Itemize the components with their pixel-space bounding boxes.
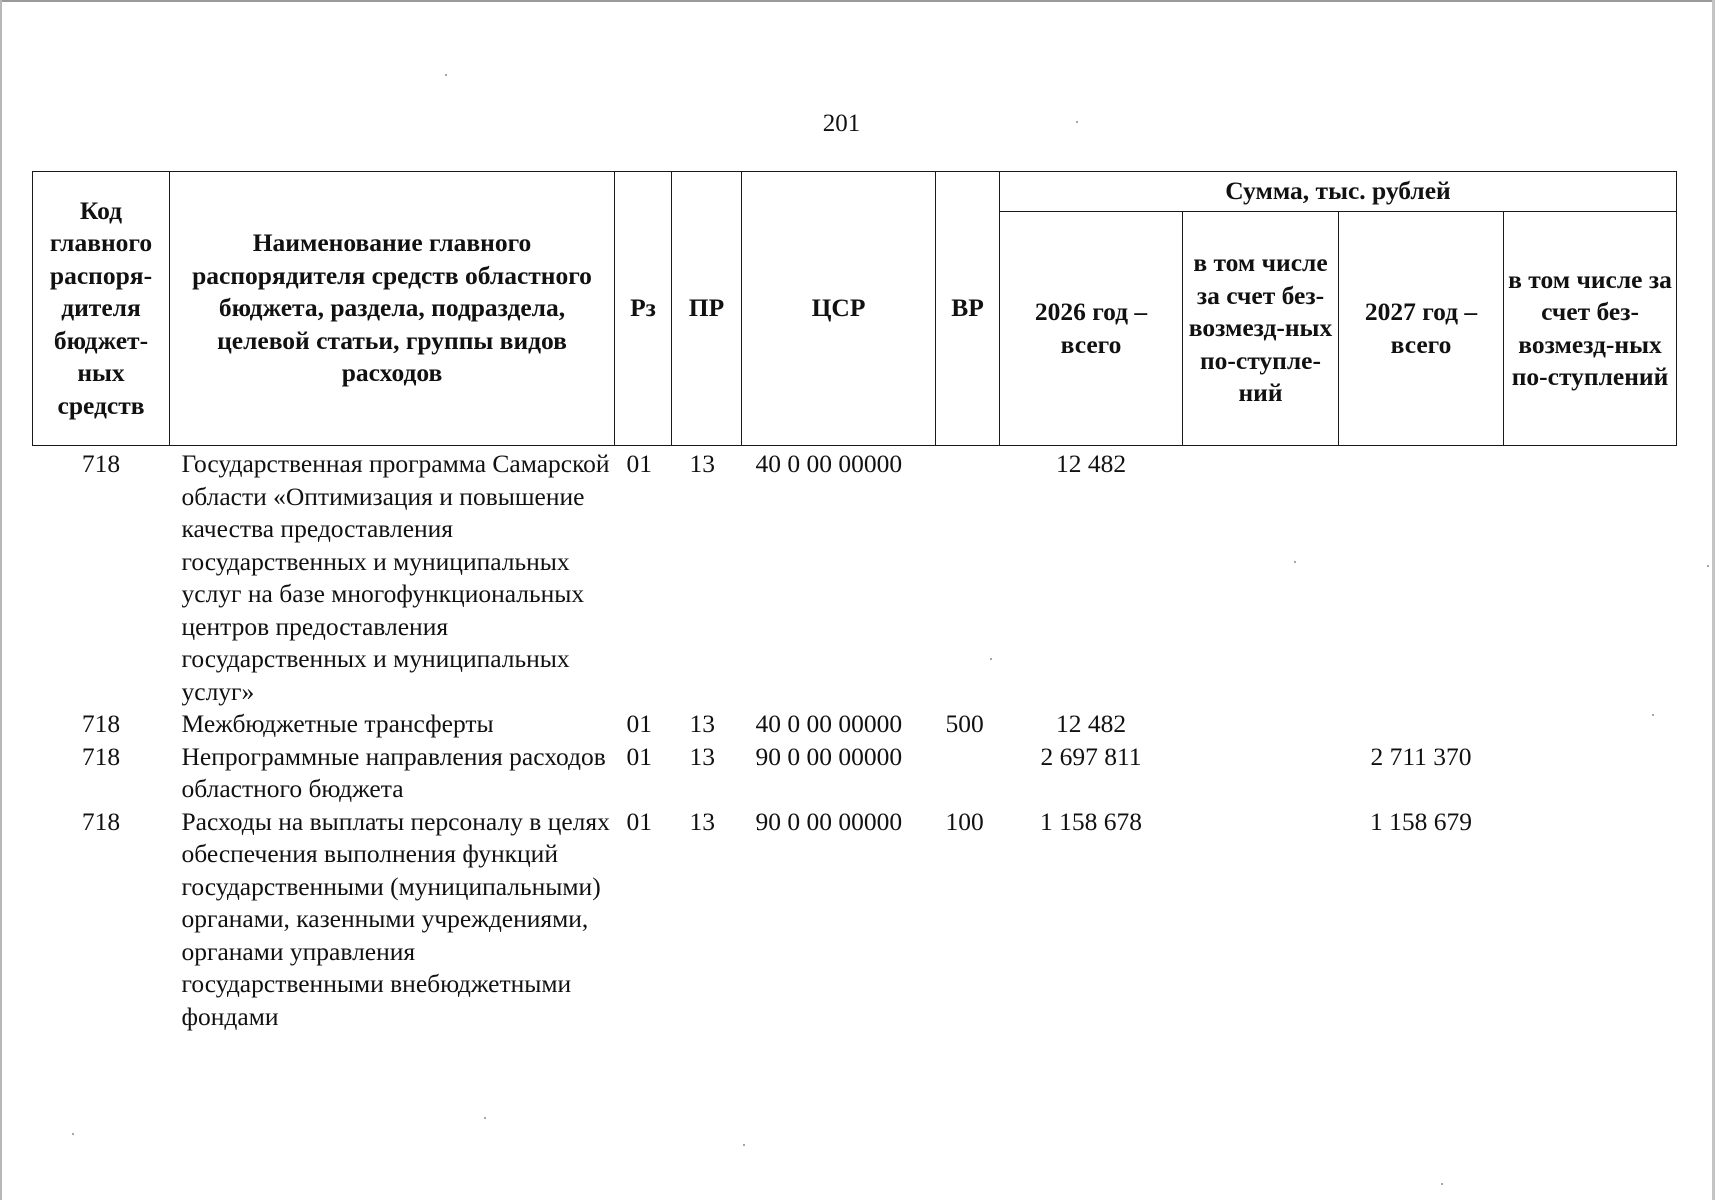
table-header bbox=[33, 172, 1677, 446]
cell-vr: 100 bbox=[945, 806, 984, 836]
cell-2026-grants bbox=[1183, 741, 1339, 806]
scan-speck bbox=[1441, 1183, 1443, 1185]
cell-2027-grants bbox=[1504, 741, 1677, 806]
header-2026-total: 2026 год – всего bbox=[1000, 212, 1183, 446]
cell-2027-total bbox=[1339, 446, 1504, 709]
scan-speck bbox=[72, 1133, 74, 1135]
cell-2026-total: 2 697 811 bbox=[1040, 741, 1142, 771]
table-body bbox=[33, 446, 1677, 1034]
cell-pr: 13 bbox=[689, 709, 715, 738]
cell-2026-grants bbox=[1183, 708, 1339, 741]
header-2027-total: 2027 год – всего bbox=[1339, 212, 1504, 446]
budget-table bbox=[32, 171, 1677, 1033]
cell-name: Межбюджетные трансферты bbox=[181, 709, 494, 738]
cell-code: 718 bbox=[81, 449, 121, 478]
header-pr: ПР bbox=[672, 172, 742, 446]
cell-vr: 500 bbox=[945, 709, 984, 738]
cell-rz: 01 bbox=[626, 449, 652, 478]
cell-rz: 01 bbox=[626, 806, 652, 836]
header-csr: ЦСР bbox=[742, 172, 936, 446]
cell-2027-total: 1 158 679 bbox=[1370, 806, 1472, 836]
scan-speck bbox=[445, 74, 447, 76]
header-code: Код главного распоря-дителя бюджет-ных средств bbox=[33, 172, 170, 446]
scan-speck bbox=[990, 658, 992, 660]
cell-rz: 01 bbox=[626, 709, 652, 738]
cell-2026-total: 1 158 678 bbox=[1040, 806, 1142, 836]
cell-2026-grants bbox=[1183, 806, 1339, 1034]
scan-speck bbox=[1707, 565, 1709, 567]
cell-code: 718 bbox=[81, 709, 121, 738]
table-row bbox=[33, 806, 1677, 1034]
cell-code: 718 bbox=[81, 806, 121, 836]
scan-speck bbox=[1294, 561, 1296, 563]
cell-pr: 13 bbox=[689, 449, 715, 478]
cell-pr: 13 bbox=[689, 741, 715, 771]
cell-name: Расходы на выплаты персоналу в целях обеспечения выполнения функций государственными (муниципальными) органами, казенными учреждениями, органами управления государственными внебюджетными фондами bbox=[181, 806, 610, 1031]
cell-name: Государственная программа Самарской области «Оптимизация и повышение качества предоставления государственных и муниципальных услуг на базе многофункциональных центров предоставления государственных и муниципальных услуг» bbox=[181, 449, 610, 706]
scan-edge-left bbox=[0, 0, 2, 1200]
scan-speck bbox=[484, 1117, 486, 1119]
cell-2026-grants bbox=[1183, 446, 1339, 709]
cell-csr: 90 0 00 00000 bbox=[755, 741, 903, 771]
header-name: Наименование главного распорядителя средств областного бюджета, раздела, подраздела, целевой статьи, группы видов расходов bbox=[170, 172, 615, 446]
scan-speck bbox=[743, 1144, 745, 1146]
cell-csr: 40 0 00 00000 bbox=[755, 709, 903, 738]
cell-2027-total: 2 711 370 bbox=[1370, 741, 1472, 771]
scan-speck bbox=[1076, 121, 1078, 123]
header-sum-group: Сумма, тыс. рублей bbox=[1000, 172, 1677, 212]
cell-vr bbox=[936, 741, 1000, 806]
cell-2027-grants bbox=[1504, 446, 1677, 709]
header-2026-grants: в том числе за счет без-возмезд-ных по-ступле-ний bbox=[1183, 212, 1339, 446]
header-vr: ВР bbox=[936, 172, 1000, 446]
cell-vr bbox=[936, 446, 1000, 709]
cell-rz: 01 bbox=[626, 741, 652, 771]
cell-code: 718 bbox=[81, 741, 121, 771]
cell-2027-grants bbox=[1504, 806, 1677, 1034]
header-rz: Рз bbox=[615, 172, 672, 446]
table-row bbox=[33, 446, 1677, 709]
cell-2027-grants bbox=[1504, 708, 1677, 741]
cell-2027-total bbox=[1339, 708, 1504, 741]
cell-csr: 90 0 00 00000 bbox=[755, 806, 903, 836]
page-number: 201 bbox=[822, 110, 861, 137]
cell-2026-total: 12 482 bbox=[1055, 709, 1127, 738]
cell-pr: 13 bbox=[689, 806, 715, 836]
table-row bbox=[33, 741, 1677, 806]
cell-2026-total: 12 482 bbox=[1055, 449, 1127, 478]
scan-speck bbox=[1652, 714, 1654, 716]
header-2027-grants: в том числе за счет без-возмезд-ных по-ступлений bbox=[1504, 212, 1677, 446]
cell-csr: 40 0 00 00000 bbox=[755, 449, 903, 478]
table-row bbox=[33, 708, 1677, 741]
scan-edge-top bbox=[0, 0, 1715, 2]
cell-name: Непрограммные направления расходов областного бюджета bbox=[181, 741, 606, 803]
